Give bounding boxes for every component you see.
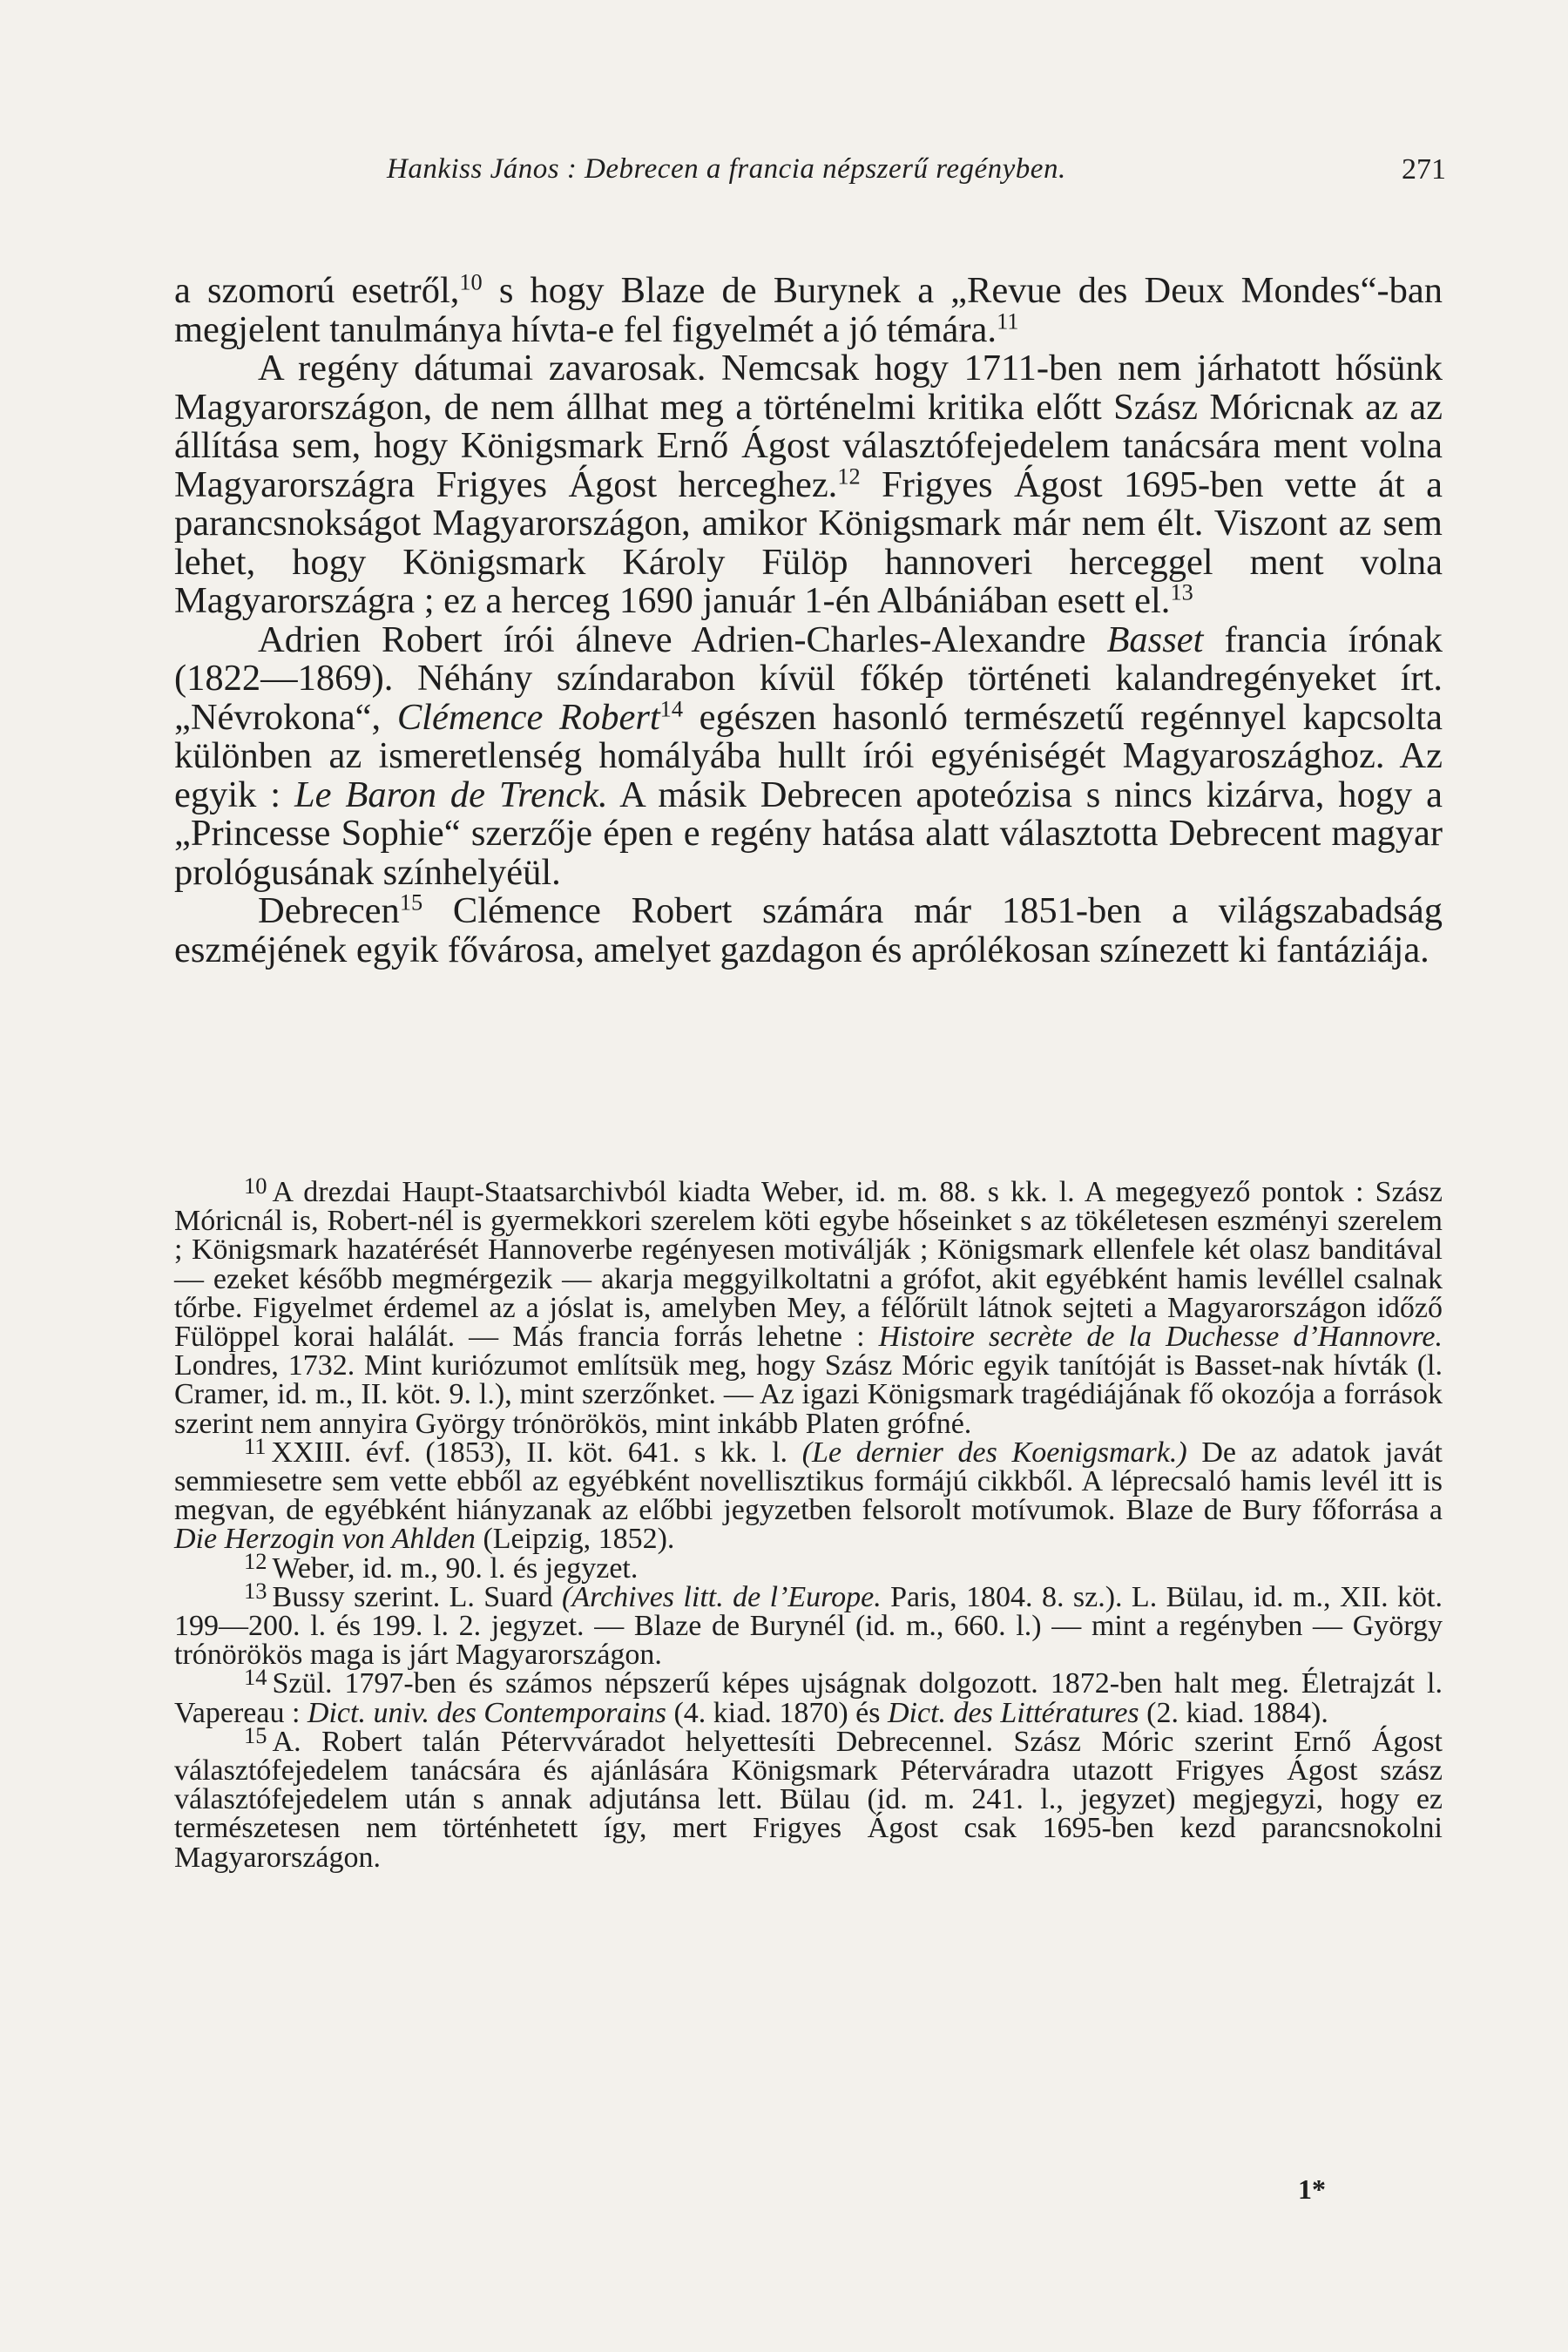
text-run: (Leipzig, 1852). [475, 1523, 675, 1556]
italic-run: Dict. des Littératures [888, 1696, 1139, 1729]
text-run: francia írónak (1822—1869). Néhány színdarabon kívül főkép történeti kalandregényeket írt. „Névrokona“, [174, 618, 1443, 738]
text-run: Adrien Robert írói álneve Adrien-Charles-Alexandre [258, 618, 1107, 660]
text-run: egészen hasonló természetű regénnyel kapcsolta különben az ismeretlenség homályába hullt írói egyéniségét Magyaroszághoz. Az egyik : [174, 696, 1443, 815]
paragraph-1 [174, 269, 1443, 350]
italic-run: Clémence Robert [396, 696, 660, 738]
text-run: XXIII. évf. (1853), II. köt. 641. s kk. l. [271, 1436, 802, 1469]
signature-mark: 1* [1298, 2173, 1326, 2205]
text-run: Szül. 1797-ben és számos népszerű képes ujságnak dolgozott. 1872-ben halt meg. Életrajzát l. Vapereau : [174, 1667, 1443, 1729]
text-run: Clémence Robert számára már 1851-ben a világszabadság eszméjének egyik fővárosa, amelyet gazdagon és aprólékosan színezett ki fantáziája. [174, 890, 1443, 970]
text-run: Paris, 1804. 8. sz.). L. Bülau, id. m., XII. köt. 199—200. l. és 199. l. 2. jegyzet. — Blaze de Burynél (id. m., 660. l.) — mint a regényben — György trónörökös maga is járt Magyarországon. [174, 1580, 1443, 1672]
italic-run: Histoire secrète de la Duchesse d’Hannovre. [878, 1321, 1443, 1354]
text-run: Londres, 1732. Mint kuriózumot említsük meg, hogy Szász Móric egyik tanítóját is Basset-nak hívták (l. Cramer, id. m., II. köt. 9. l.), mint szerzőnket. — Az igazi Königsmark tragédiájának fő okozója a források szerint nem annyira György trónörökös, mint inkább Platen grófné. [174, 1349, 1443, 1440]
text-run: s hogy Blaze de Burynek a „Revue des Deux Mondes“-ban megjelent tanulmánya hívta-e fel figyelmét a jó témára. [174, 270, 1443, 350]
main-text [174, 269, 1443, 970]
text-run: A regény dátumai zavarosak. Nemcsak hogy 1711-ben nem járhatott hősünk Magyarországon, de nem állhat meg a történelmi kritika előtt Szász Móricnak az az állítása sem, hogy Königsmark Ernő Ágost választófejedelem tanácsára ment volna Magyarországra Frigyes Ágost herceghez. [174, 348, 1443, 505]
paragraph-3 [174, 618, 1443, 893]
footnote-number: 15 [244, 1721, 267, 1748]
footnote-number: 13 [244, 1577, 267, 1604]
italic-run: Die Herzogin von Ahlden [174, 1523, 476, 1556]
paragraph-2 [174, 349, 1443, 621]
text-run: Bussy szerint. L. Suard [272, 1580, 563, 1613]
text-run: a szomorú esetről, [174, 270, 460, 311]
text-run: (2. kiad. 1884). [1139, 1696, 1328, 1729]
footnote-ref-12: 12 [837, 463, 861, 490]
footnote-ref-10: 10 [459, 269, 483, 295]
footnote-13 [174, 1577, 1443, 1672]
italic-run: (Archives litt. de l’Europe. [562, 1580, 882, 1613]
text-run: De az adatok javát semmiesetre sem vette ebből az egyébként novellisztikus formájú cikkből. A léprecsaló hamis levél itt is megvan, de egyébként hiányzanak az előbbi jegyzetben felsorolt motívumok. Blaze de Bury főforrása a [174, 1436, 1443, 1527]
footnote-number: 11 [244, 1432, 267, 1459]
footnote-ref-14: 14 [659, 696, 684, 722]
footnote-number: 10 [244, 1172, 267, 1199]
text-run: Weber, id. m., 90. l. és jegyzet. [272, 1551, 639, 1585]
footnote-ref-11: 11 [997, 308, 1019, 335]
running-head: Hankiss János : Debrecen a francia népszerű regényben. [387, 153, 1066, 185]
footnote-number: 12 [244, 1548, 267, 1575]
footnote-11 [174, 1432, 1443, 1556]
paragraph-4 [174, 889, 1443, 970]
page-header [366, 153, 1446, 197]
footnote-14 [174, 1664, 1443, 1729]
footnote-10 [174, 1172, 1443, 1440]
footnote-ref-15: 15 [399, 889, 423, 916]
footnote-ref-13: 13 [1170, 579, 1193, 605]
text-run: A. Robert talán Pétervváradot helyettesíti Debrecennel. Szász Móric szerint Ernő Ágost választófejedelem tanácsára és ajánlására Königsmark Péterváradra utazott Frigyes Ágost szász választófejedelem után s annak adjutánsa lett. Bülau (id. m. 241. l., jegyzet) megjegyzi, hogy ez természetesen nem történhetett így, mert Frigyes Ágost csak 1695-ben kezd parancsnokolni Magyarországon. [174, 1725, 1443, 1874]
footnote-12 [174, 1548, 1443, 1585]
italic-run: Le Baron de Trenck. [294, 774, 608, 815]
footnote-15 [174, 1721, 1443, 1874]
text-run: A másik Debrecen apoteózisa s nincs kizárva, hogy a „Princesse Sophie“ szerzője épen e regény hatása alatt választotta Debrecent magyar prológusának színhelyéül. [174, 774, 1443, 893]
text-run: Debrecen [258, 890, 400, 931]
italic-run: Dict. univ. des Contemporains [307, 1696, 666, 1729]
italic-run: Basset [1106, 618, 1204, 660]
text-run: Frigyes Ágost 1695-ben vette át a parancsnokságot Magyarországon, amikor Königsmark már nem élt. Viszont az sem lehet, hogy Königsmark Károly Fülöp hannoveri herceggel ment volna Magyarországra ; ez a herceg 1690 január 1-én Albániában esett el. [174, 463, 1443, 621]
page-number: 271 [1402, 153, 1446, 186]
text-run: (4. kiad. 1870) és [666, 1696, 888, 1729]
footnotes [174, 1172, 1443, 1874]
italic-run: (Le dernier des Koenigsmark.) [801, 1436, 1187, 1469]
text-run: A drezdai Haupt-Staatsarchivból kiadta Weber, id. m. 88. s kk. l. A megegyező pontok : Szász Móricnál is, Robert-nél is gyermekkori szerelem köti egybe hőseinket s az tökéletesen eszményi szerelem ; Königsmark hazatérését Hannoverbe regényesen motiválják ; Königsmark ellenfele két olasz banditával — ezeket később megmérgezik — akarja meggyilkoltatni a grófot, akit egyébként hamis levéllel csalnak tőrbe. Figyelmet érdemel az a jóslat is, amelyben Mey, a félőrült látnok sejteti a Magyarországon időző Fülöppel korai halálát. — Más francia forrás lehetne : [174, 1176, 1443, 1354]
footnote-number: 14 [244, 1664, 267, 1691]
